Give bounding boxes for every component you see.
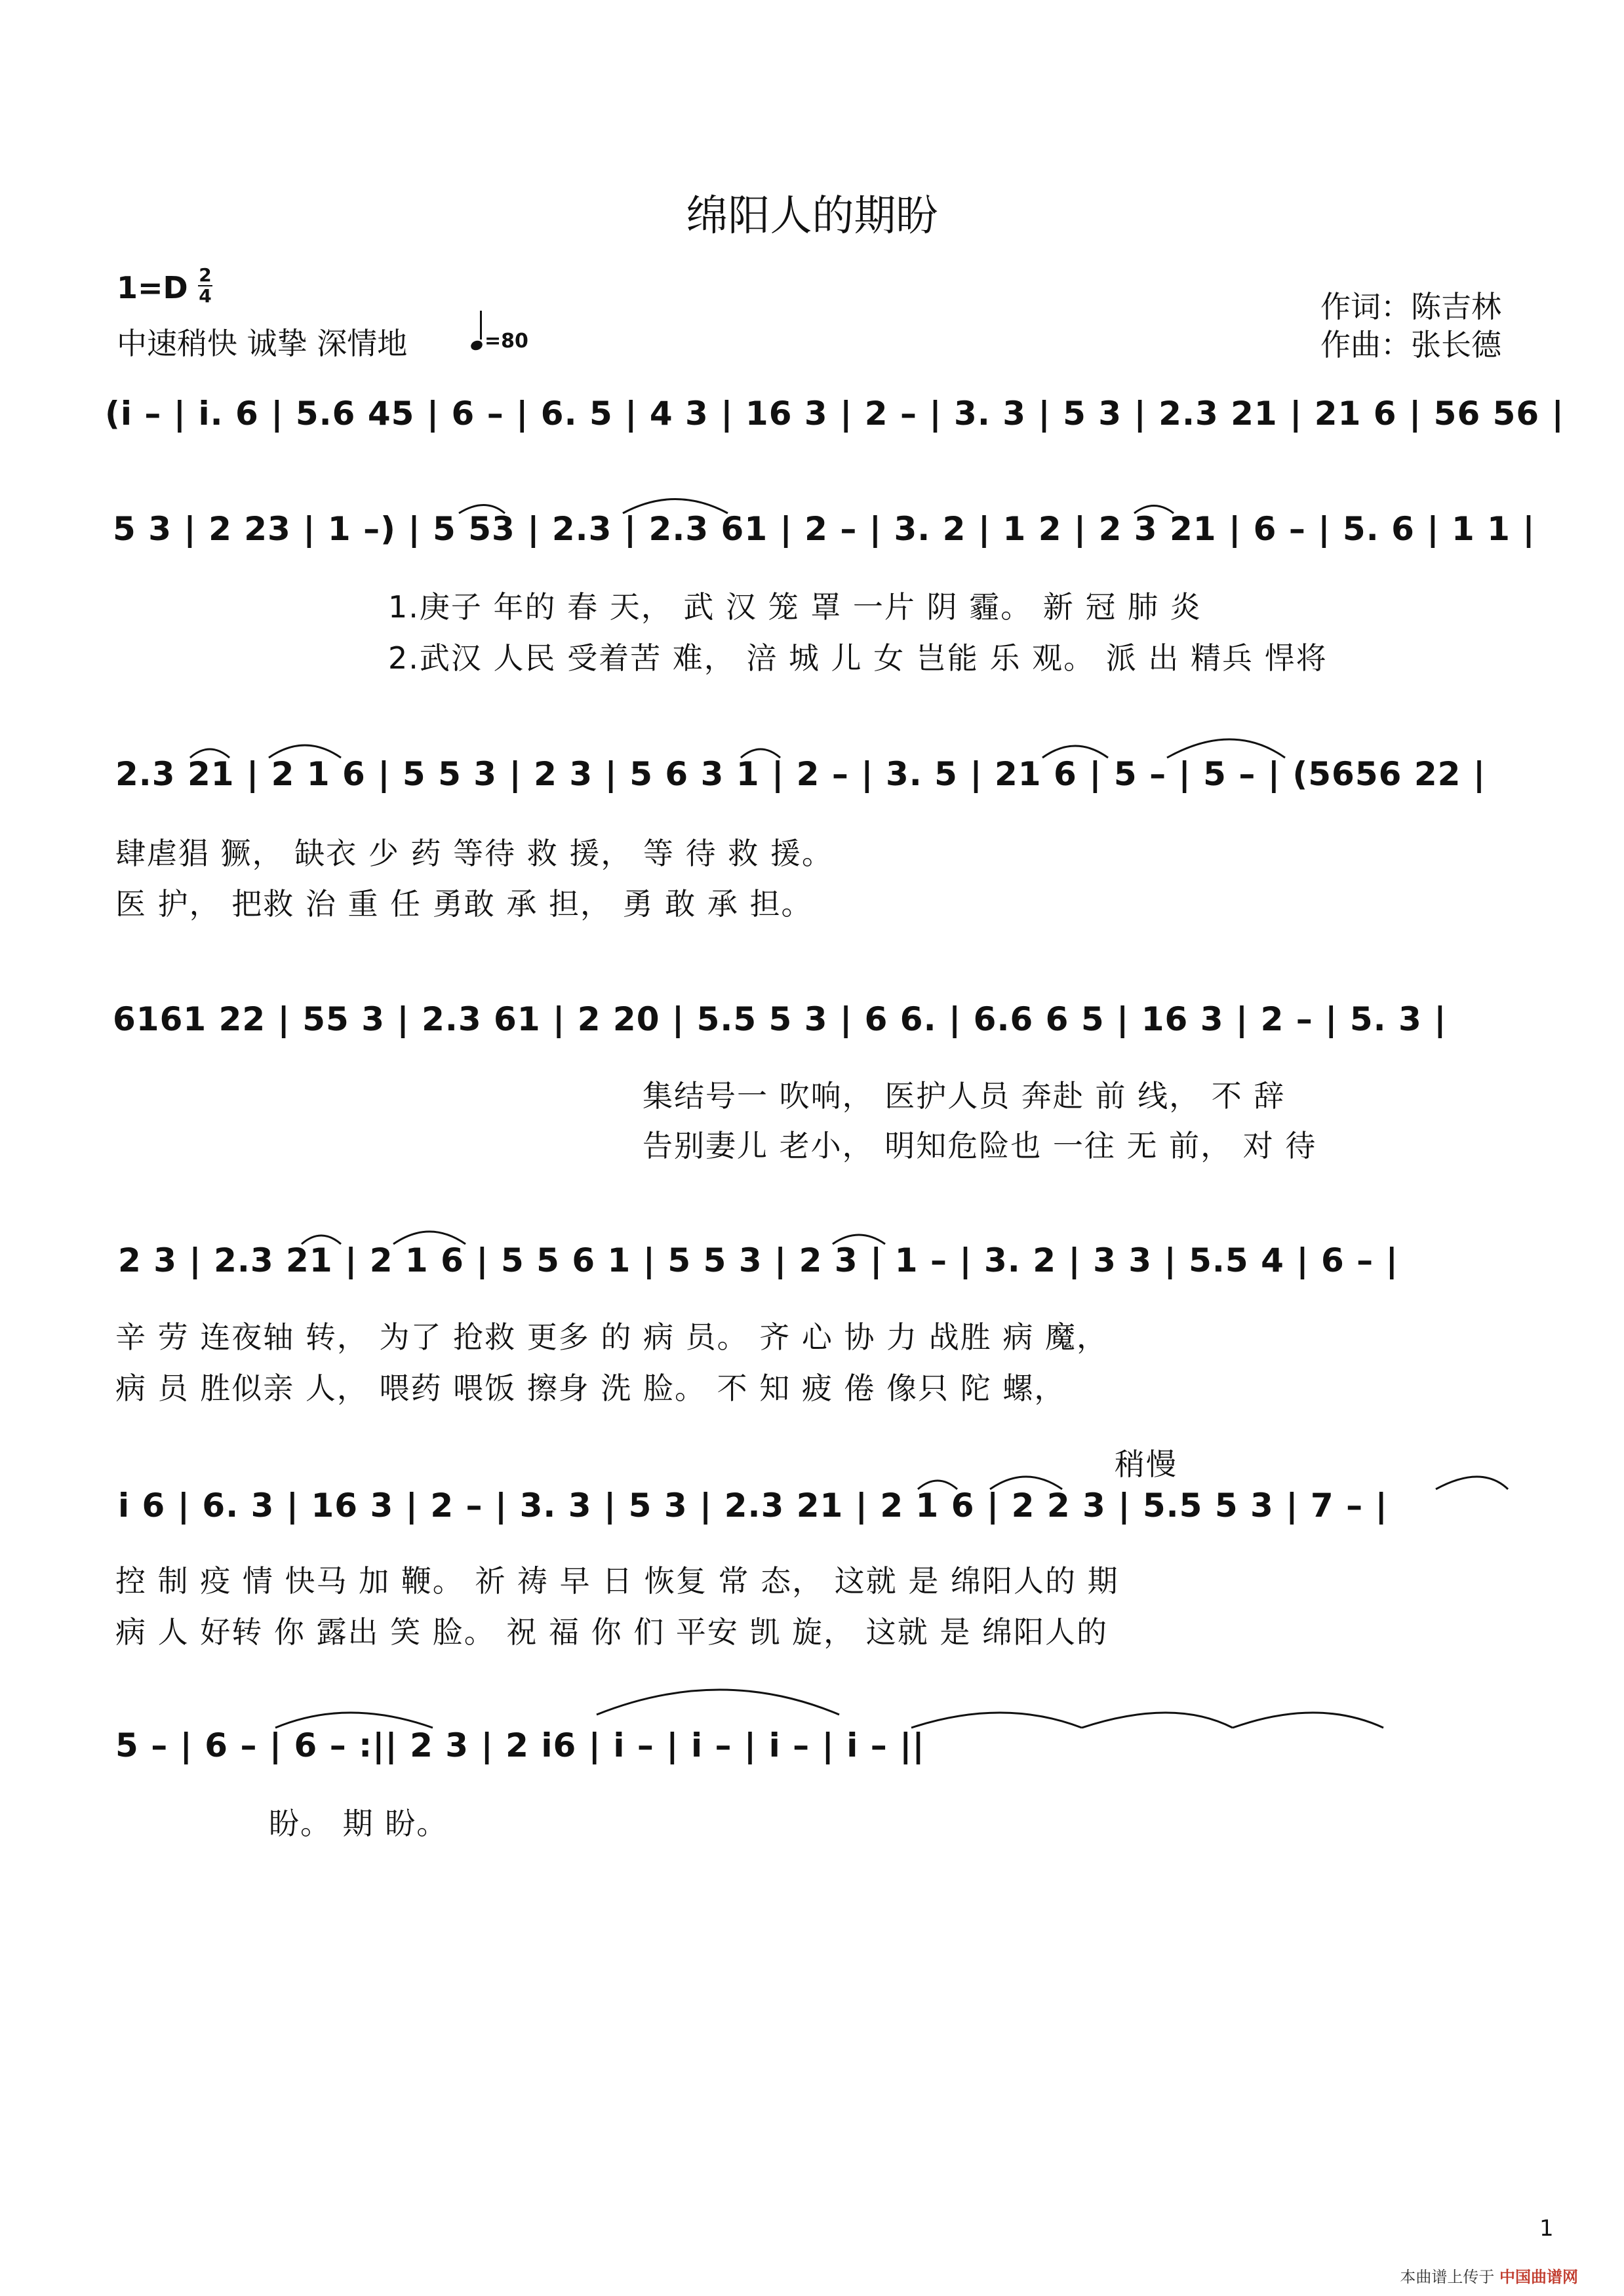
lyrics-row-3-verse-2: 医 护， 把救 治 重 任 勇敢 承 担， 勇 敢 承 担。: [115, 886, 813, 922]
tempo-value: =80: [485, 330, 528, 353]
composer: 作曲：张长德: [1320, 327, 1501, 362]
notation-row-7: 5 – | 6 – | 6 – :|| 2 3 | 2 i6 | i – | i – | i – | i – ||: [115, 1726, 925, 1764]
notation-row-6: i 6 | 6. 3 | 16 3 | 2 – | 3. 3 | 5 3 | 2.3 21 | 2 1 6 | 2 2 3 | 5.5 5 3 | 7 – |: [118, 1487, 1388, 1525]
tie-10: [393, 1232, 465, 1244]
tie-9: [302, 1236, 341, 1244]
tie-5: [269, 745, 341, 758]
notation-row-1: (i – | i. 6 | 5.6 45 | 6 – | 6. 5 | 4 3 | 16 3 | 2 – | 3. 3 | 5 3 | 2.3 21 | 21 6 | 56 56 |: [105, 395, 1564, 433]
lyrics-row-2-verse-2: 2.武汉 人民 受着苦 难， 涪 城 儿 女 岂能 乐 观。 派 出 精兵 悍将: [388, 640, 1328, 676]
lyrics-row-4-verse-2: 告别妻儿 老小， 明知危险也 一往 无 前， 对 待: [643, 1128, 1317, 1163]
tie-14: [1436, 1477, 1508, 1489]
tempo-text: 中速稍快 诚挚 深情地: [117, 326, 408, 361]
lyricist: 作词：陈吉林: [1320, 289, 1501, 324]
footer-prefix: 本曲谱上传于: [1400, 2268, 1495, 2286]
key-text: 1=D: [117, 270, 188, 305]
tie-18: [1082, 1713, 1233, 1728]
tie-2: [623, 499, 728, 514]
page-number: 1: [1539, 2215, 1554, 2242]
notation-row-4: 6161 22 | 55 3 | 2.3 61 | 2 20 | 5.5 5 3 | 6 6. | 6.6 6 5 | 16 3 | 2 – | 5. 3 |: [113, 1000, 1447, 1038]
song-title: 绵阳人的期盼: [686, 192, 938, 241]
tie-11: [833, 1235, 885, 1244]
lyrics-row-5-verse-2: 病 员 胜似亲 人， 喂药 喂饭 擦身 洗 脸。 不 知 疲 倦 像只 陀 螺，: [115, 1371, 1066, 1406]
notation-row-3: 2.3 21 | 2 1 6 | 5 5 3 | 2 3 | 5 6 3 1 | 2 – | 3. 5 | 21 6 | 5 – | 5 – | (5656 22 |: [115, 755, 1486, 793]
site-logo[interactable]: 中国曲谱网: [1499, 2268, 1578, 2286]
tie-17: [911, 1713, 1082, 1728]
tie-1: [459, 505, 505, 514]
lyrics-row-5-verse-1: 辛 劳 连夜轴 转， 为了 抢救 更多 的 病 员。 齐 心 协 力 战胜 病 魔，: [115, 1319, 1108, 1355]
tie-16: [597, 1690, 839, 1715]
notation-row-5: 2 3 | 2.3 21 | 2 1 6 | 5 5 6 1 | 5 5 3 | 2 3 | 1 – | 3. 2 | 3 3 | 5.5 4 | 6 – |: [118, 1241, 1398, 1279]
tie-4: [190, 749, 229, 758]
lyrics-row-6-verse-1: 控 制 疫 情 快马 加 鞭。 祈 祷 早 日 恢复 常 态， 这就 是 绵阳人的 期: [115, 1563, 1119, 1599]
tie-15: [275, 1713, 433, 1728]
rit-mark: 稍慢: [1115, 1447, 1178, 1482]
tie-3: [1134, 506, 1174, 514]
lyrics-row-3-verse-1: 肆虐猖 獗， 缺衣 少 药 等待 救 援， 等 待 救 援。: [115, 836, 833, 871]
tie-12: [918, 1481, 957, 1489]
notation-row-2: 5 3 | 2 23 | 1 –) | 5 53 | 2.3 | 2.3 61 | 2 – | 3. 2 | 1 2 | 2 3 21 | 6 – | 5. 6 | 1 1 |: [113, 510, 1535, 548]
lyrics-row-2-verse-1: 1.庚子 年的 春 天， 武 汉 笼 罩 一片 阴 霾。 新 冠 肺 炎: [388, 589, 1202, 625]
time-sig-numerator: 2: [199, 264, 212, 286]
tie-6: [741, 749, 780, 758]
tie-8: [1167, 739, 1285, 758]
lyrics-row-6-verse-2: 病 人 好转 你 露出 笑 脸。 祝 福 你 们 平安 凯 旋， 这就 是 绵阳人的: [115, 1614, 1108, 1650]
lyrics-row-7-verse-1: 盼。 期 盼。: [269, 1806, 448, 1841]
tie-19: [1233, 1713, 1383, 1728]
site-footer: [1400, 2264, 1578, 2287]
lyrics-row-4-verse-1: 集结号一 吹响， 医护人员 奔赴 前 线， 不 辞: [643, 1078, 1286, 1114]
tie-13: [990, 1477, 1062, 1489]
tie-7: [1042, 746, 1108, 758]
time-sig-denominator: 4: [199, 285, 212, 307]
